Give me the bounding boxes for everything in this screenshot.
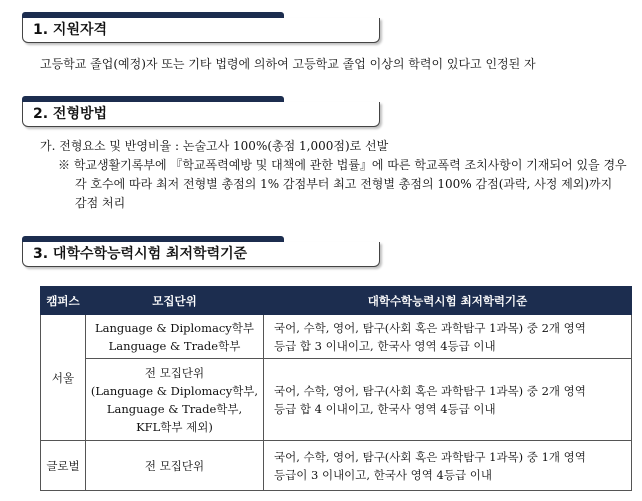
unit-cell [86,359,264,441]
unit-cell [86,315,264,359]
criteria-line: 국어, 수학, 영어, 탐구(사회 혹은 과학탐구 1과목) 중 1개 영역 [274,449,586,464]
criteria-line: 등급 합 3 이내이고, 한국사 영역 4등급 이내 [274,338,496,353]
criteria-cell [264,359,632,441]
table-row [41,315,632,359]
header-campus: 캠퍼스 [41,287,86,315]
criteria-cell [264,441,632,491]
unit-line: KFL학부 제외) [136,419,213,434]
criteria-line: 국어, 수학, 영어, 탐구(사회 혹은 과학탐구 1과목) 중 2개 영역 [274,383,586,398]
method-note-line-2: 각 호수에 따라 최저 전형별 총점의 1% 감점부터 최고 전형별 총점의 100% 감점(과락, 사정 제외)까지 [75,177,613,191]
section-1-title: 1. 지원자격 [22,18,380,43]
unit-line: 전 모집단위 [144,365,205,380]
table-header-row [41,287,632,315]
section-3-title: 3. 대학수학능력시험 최저학력기준 [22,242,380,267]
header-unit: 모집단위 [86,287,264,315]
table-row [41,359,632,441]
criteria-line: 국어, 수학, 영어, 탐구(사회 혹은 과학탐구 1과목) 중 2개 영역 [274,320,586,335]
unit-cell [86,441,264,491]
campus-cell: 서울 [41,315,86,441]
criteria-cell [264,315,632,359]
method-note-line-1: ※ 학교생활기록부에 『학교폭력예방 및 대책에 관한 법률』에 따른 학교폭력 조치사항이 기재되어 있을 경우 [58,158,627,172]
unit-line: 전 모집단위 [144,458,205,473]
section-2-title: 2. 전형방법 [22,102,380,127]
campus-cell: 글로벌 [41,441,86,491]
method-item: 가. 전형요소 및 반영비율 : 논술고사 100%(총점 1,000점)로 선발 [40,139,389,153]
table-row [41,441,632,491]
unit-line: (Language & Diplomacy학부, [90,383,259,398]
criteria-line: 등급이 3 이내이고, 한국사 영역 4등급 이내 [274,467,492,482]
section-1-header [22,12,380,44]
method-note-line-3: 감점 처리 [75,196,126,210]
unit-line: Language & Trade학부 [108,338,241,353]
criteria-line: 등급 합 4 이내이고, 한국사 영역 4등급 이내 [274,401,496,416]
unit-line: Language & Diplomacy학부 [94,320,255,335]
section-2-header [22,96,380,128]
minimum-requirements-table [40,286,632,491]
unit-line: Language & Trade학부, [106,401,243,416]
header-criteria: 대학수학능력시험 최저학력기준 [264,287,632,315]
qualification-text: 고등학교 졸업(예정)자 또는 기타 법령에 의하여 고등학교 졸업 이상의 학력이 있다고 인정된 자 [40,57,536,71]
section-3-header [22,236,380,268]
